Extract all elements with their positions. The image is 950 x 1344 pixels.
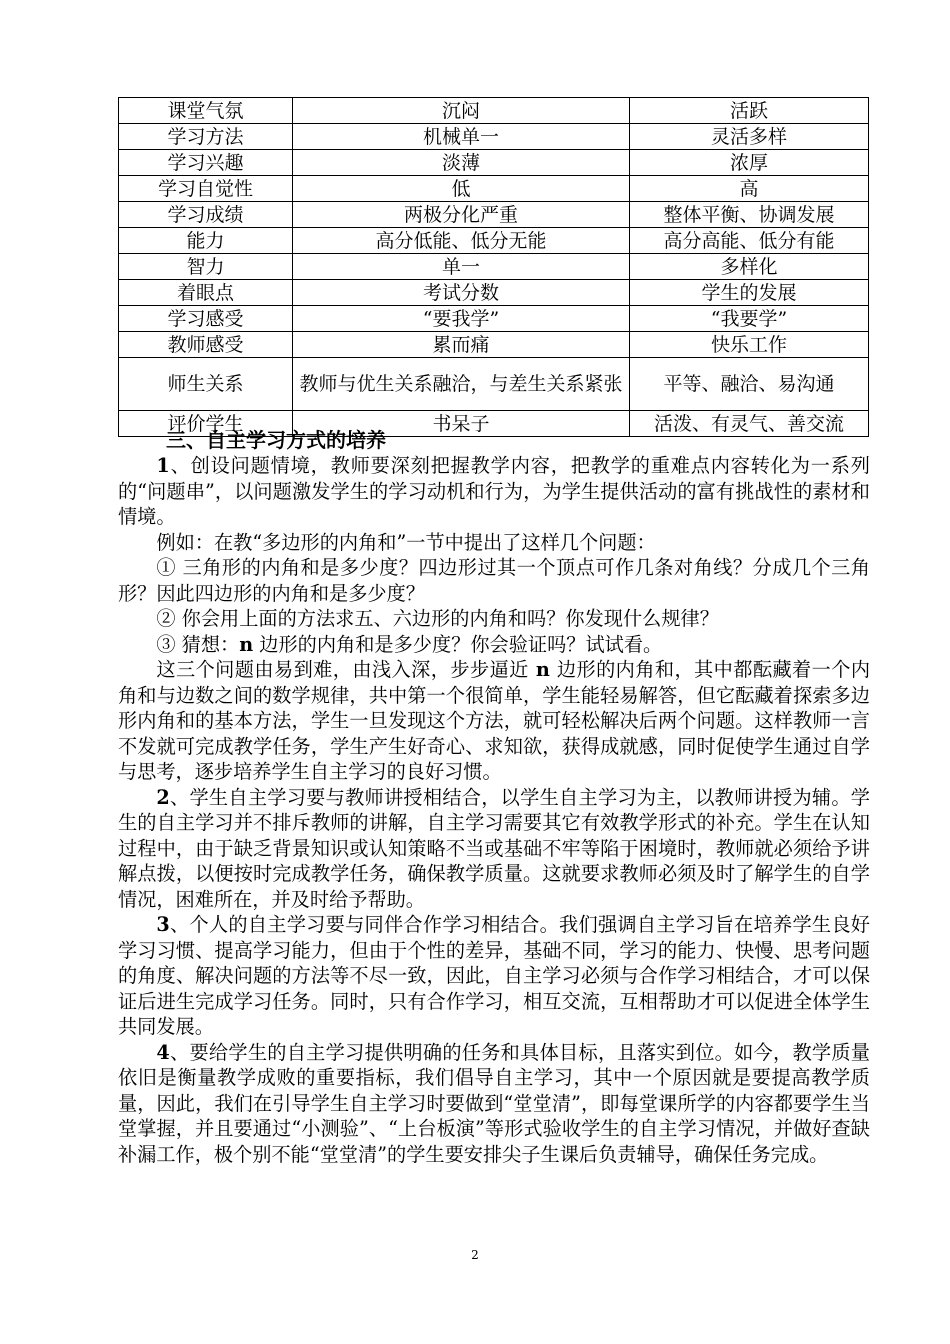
autonomous-cell: 浓厚 xyxy=(630,150,869,176)
row-label-cell: 学习方法 xyxy=(119,124,293,150)
comparison-table xyxy=(118,97,869,437)
row-label-cell: 师生关系 xyxy=(119,358,293,411)
paragraph-4-number: 4 xyxy=(156,1040,170,1064)
traditional-cell: 沉闷 xyxy=(293,98,630,124)
table-row xyxy=(119,202,869,228)
paragraph-2 xyxy=(118,785,870,913)
autonomous-cell: 整体平衡、协调发展 xyxy=(630,202,869,228)
traditional-cell: 机械单一 xyxy=(293,124,630,150)
paragraph-1 xyxy=(118,453,870,530)
autonomous-cell: 高 xyxy=(630,176,869,202)
traditional-cell: 书呆子 xyxy=(293,411,630,437)
table-row xyxy=(119,176,869,202)
row-label-cell: 教师感受 xyxy=(119,332,293,358)
table-row xyxy=(119,280,869,306)
autonomous-cell: 多样化 xyxy=(630,254,869,280)
row-label-cell: 着眼点 xyxy=(119,280,293,306)
row-label-cell: 学习兴趣 xyxy=(119,150,293,176)
table-row xyxy=(119,124,869,150)
page-number: 2 xyxy=(471,1248,479,1262)
traditional-cell: 高分低能、低分无能 xyxy=(293,228,630,254)
question-3-rest: 边形的内角和是多少度？你会验证吗？试试看。 xyxy=(253,632,663,656)
autonomous-cell: “我要学” xyxy=(630,306,869,332)
paragraph-4 xyxy=(118,1040,870,1168)
row-label-cell: 课堂气氛 xyxy=(119,98,293,124)
question-3-prefix: ③ 猜想： xyxy=(156,632,240,656)
traditional-cell: “要我学” xyxy=(293,306,630,332)
table-row xyxy=(119,254,869,280)
table-row xyxy=(119,228,869,254)
traditional-cell: 低 xyxy=(293,176,630,202)
row-label-cell: 评价学生 xyxy=(119,411,293,437)
row-label-cell: 学习感受 xyxy=(119,306,293,332)
traditional-cell: 两极分化严重 xyxy=(293,202,630,228)
comparison-table-body xyxy=(119,98,869,437)
paragraph-2-number: 2 xyxy=(156,785,170,809)
autonomous-cell: 学生的发展 xyxy=(630,280,869,306)
section-title: 三、自主学习方式的培养 xyxy=(166,428,386,452)
question-1: ① 三角形的内角和是多少度？四边形过其一个顶点可作几条对角线？分成几个三角形？因此四边形的内角和是多少度？ xyxy=(118,556,870,605)
analysis-prefix: 这三个问题由易到难，由浅入深，步步逼近 xyxy=(156,658,529,681)
autonomous-cell: 灵活多样 xyxy=(630,124,869,150)
row-label-cell: 学习自觉性 xyxy=(119,176,293,202)
traditional-cell: 淡薄 xyxy=(293,150,630,176)
analysis-paragraph xyxy=(118,657,870,785)
autonomous-cell: 平等、融洽、易沟通 xyxy=(630,358,869,411)
traditional-cell: 考试分数 xyxy=(293,280,630,306)
body-text xyxy=(118,428,870,1167)
row-label-cell: 能力 xyxy=(119,228,293,254)
paragraph-3 xyxy=(118,912,870,1040)
row-label-cell: 学习成绩 xyxy=(119,202,293,228)
analysis-rest: 边形的内角和，其中都酝藏着一个内角和与边数之间的数学规律，共中第一个很简单，学生能轻易解答，但它酝藏着探索多边形内角和的基本方法，学生一旦发现这个方法，就可轻松解决后两个问题。这样教师一言不发就可完成教学任务，学生产生好奇心、求知欲，获得成就感，同时促使学生通过自学与思考，逐步培养学生自主学习的良好习惯。 xyxy=(118,658,871,783)
autonomous-cell: 快乐工作 xyxy=(630,332,869,358)
autonomous-cell: 高分高能、低分有能 xyxy=(630,228,869,254)
table-row xyxy=(119,306,869,332)
question-3 xyxy=(118,632,870,658)
traditional-cell: 教师与优生关系融洽，与差生关系紧张 xyxy=(293,358,630,411)
table-row xyxy=(119,98,869,124)
example-intro: 例如：在教“多边形的内角和”一节中提出了这样几个问题： xyxy=(156,530,656,554)
traditional-cell: 累而痛 xyxy=(293,332,630,358)
paragraph-3-number: 3 xyxy=(156,913,170,936)
analysis-n: n xyxy=(528,658,557,681)
question-3-n: n xyxy=(239,632,254,656)
paragraph-1-number: 1 xyxy=(156,454,170,477)
table-row xyxy=(119,150,869,176)
paragraph-4-text: 、要给学生的自主学习提供明确的任务和具体目标，且落实到位。如今，教学质量依旧是衡量教学成败的重要指标，我们倡导自主学习，其中一个原因就是要提高教学质量，因此，我们在引导学生自主学习时要做到“堂堂清”，即每堂课所学的内容都要学生当堂掌握，并且要通过“小测验”、“上台板演”等形式验收学生的自主学习情况，并做好查缺补漏工作，极个别不能“堂堂清”的学生要安排尖子生课后负责辅导，确保任务完成。 xyxy=(118,1040,870,1166)
paragraph-3-text: 、个人的自主学习要与同伴合作学习相结合。我们强调自主学习旨在培养学生良好学习习惯、提高学习能力，但由于个性的差异，基础不同，学习的能力、快慢、思考问题的角度、解决问题的方法等不尽一致，因此，自主学习必须与合作学习相结合，才可以保证后进生完成学习任务。同时，只有合作学习，相互交流，互相帮助才可以促进全体学生共同发展。 xyxy=(118,913,870,1038)
table-row xyxy=(119,358,869,411)
question-2: ② 你会用上面的方法求五、六边形的内角和吗？你发现什么规律？ xyxy=(156,607,719,630)
table-row xyxy=(119,332,869,358)
autonomous-cell: 活泼、有灵气、善交流 xyxy=(630,411,869,437)
paragraph-1-text: 、创设问题情境，教师要深刻把握教学内容，把教学的重难点内容转化为一系列的“问题串”，以问题激发学生的学习动机和行为，为学生提供活动的富有挑战性的素材和情境。 xyxy=(118,454,870,528)
traditional-cell: 单一 xyxy=(293,254,630,280)
autonomous-cell: 活跃 xyxy=(630,98,869,124)
paragraph-2-text: 、学生自主学习要与教师讲授相结合，以学生自主学习为主，以教师讲授为辅。学生的自主学习并不排斥教师的讲解，自主学习需要其它有效教学形式的补充。学生在认知过程中，由于缺乏背景知识或认知策略不当或基础不牢等陷于困境时，教师就必须给予讲解点拨，以便按时完成教学任务，确保教学质量。这就要求教师必须及时了解学生的自学情况，困难所在，并及时给予帮助。 xyxy=(118,785,870,911)
row-label-cell: 智力 xyxy=(119,254,293,280)
